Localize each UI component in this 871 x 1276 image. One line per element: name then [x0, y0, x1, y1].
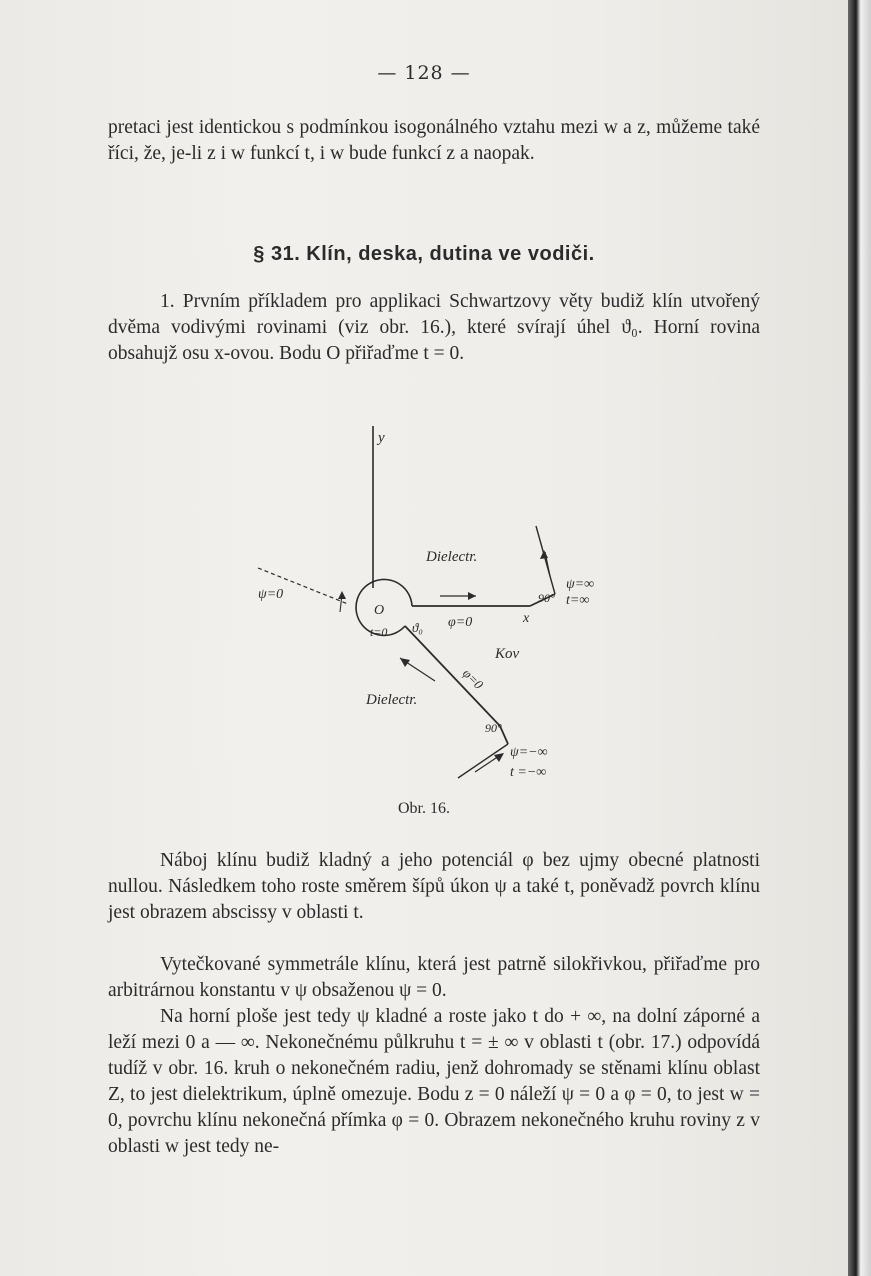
label-dielectric-top: Dielectr.	[426, 549, 478, 565]
lower-plate	[405, 626, 500, 726]
section-heading: § 31. Klín, deska, dutina ve vodiči.	[253, 243, 595, 265]
book-spine-edge	[848, 0, 871, 1276]
paragraph-1: pretaci jest identickou s podmínkou isogonálného vztahu mezi w a z, můžeme také říci, že, je-li z i w funkcí t, i w bude funkcí z a naopak.	[108, 117, 760, 164]
upper-boundary-right	[536, 526, 555, 594]
label-angle-top: 90°	[538, 591, 555, 605]
paragraph-3	[108, 848, 760, 926]
arrow-psi-zero-head	[338, 591, 346, 599]
label-dielectric-bottom: Dielectr.	[366, 692, 418, 708]
label-x-axis: x	[523, 611, 530, 626]
label-psi-inf: ψ=∞	[566, 577, 595, 592]
arrow-psi-inf-head	[540, 550, 548, 559]
figure-caption: Obr. 16.	[398, 800, 450, 817]
label-t-origin: t=0	[370, 625, 388, 639]
arrow-lower-plate-head	[400, 658, 410, 667]
label-phi-zero-bottom: φ=0	[459, 665, 487, 693]
label-origin: O	[374, 603, 385, 618]
paragraph-2	[108, 289, 760, 367]
label-phi-zero-top: φ=0	[448, 615, 473, 630]
paragraph-5	[108, 1004, 760, 1160]
figure-16-wedge-diagram	[240, 426, 640, 816]
label-t-inf: t=∞	[566, 593, 590, 608]
paragraph-4	[108, 952, 760, 1004]
label-metal: Kov	[495, 646, 520, 662]
arrow-upper-plate-head	[468, 592, 476, 600]
label-t-neg-inf: t =−∞	[510, 765, 547, 780]
y-axis-label: y	[378, 430, 385, 446]
label-psi-zero: ψ=0	[258, 587, 284, 602]
arrow-psi-neg-inf-head	[494, 753, 504, 762]
paragraph-5-text: Na horní ploše jest tedy ψ kladné a roste jako t do + ∞, na dolní záporné a leží mezi 0 a — ∞. Nekonečnému půlkruhu t = ± ∞ v oblasti t (obr. 17.) odpovídá tudíž v obr. 16. kruh o nekonečném radiu, jenž dohromady se stěnami klínu oblast Z, to jest dielektrikum, úplně omezuje. Bodu z = 0 náleží ψ = 0 a φ = 0, to jest w = 0, povrchu klínu nekonečná přímka φ = 0. Obrazem nekonečného kruhu roviny z v oblasti w jest tedy ne-	[108, 1006, 760, 1157]
label-theta0: ϑ₀	[412, 620, 423, 635]
paragraph-3-text: Náboj klínu budiž kladný a jeho potenciál φ bez ujmy obecné platnosti nullou. Následkem toho roste směrem šípů úkon ψ a také t, poněvadž povrch klínu jest obrazem abscissy v oblasti t.	[108, 850, 760, 923]
paragraph-2-text: 1. Prvním příkladem pro applikaci Schwartzovy věty budiž klín utvořený dvěma vodivými rovinami (viz obr. 16.), které svírají úhel ϑ₀. Horní rovina obsahujž osu x-ovou. Bodu O přiřaďme t = 0.	[108, 291, 760, 364]
page-number: — 128 —	[377, 62, 471, 84]
label-angle-bottom: 90°	[485, 721, 502, 735]
label-psi-neg-inf: ψ=−∞	[510, 745, 548, 760]
lower-boundary-right	[458, 744, 508, 778]
paragraph-4-text: Vytečkované symmetrále klínu, která jest patrně silokřivkou, přiřaďme pro arbitrárnou konstantu v ψ obsaženou ψ = 0.	[108, 954, 760, 1001]
